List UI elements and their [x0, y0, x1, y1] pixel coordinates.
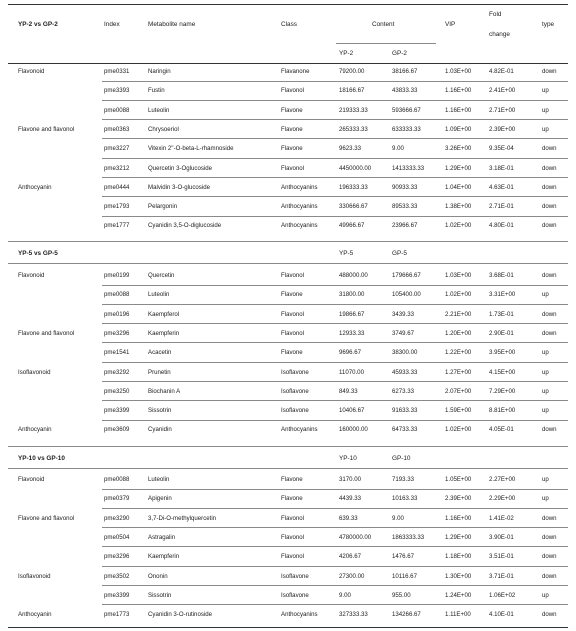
vip-cell: 1.20E+00 — [445, 329, 472, 337]
content-b-cell: 45933.33 — [392, 368, 418, 376]
class-cell: Anthocyanins — [281, 426, 318, 434]
index-cell: pme1541 — [104, 349, 130, 357]
row-divider — [102, 177, 568, 178]
group-label: Anthocyanin — [18, 426, 52, 434]
content-a-cell: 79200.00 — [339, 68, 365, 75]
metabolite-cell: Acacetin — [148, 349, 172, 357]
type-cell: down — [542, 145, 557, 153]
row-divider — [102, 158, 568, 159]
content-b-cell: 43833.33 — [392, 87, 418, 95]
section-title: YP-2 vs GP-2 — [18, 21, 58, 28]
header-vip: VIP — [445, 21, 456, 28]
class-cell: Flavone — [281, 125, 303, 133]
vip-cell: 1.16E+00 — [445, 514, 472, 522]
content-a-cell: 4780000.00 — [339, 533, 372, 541]
type-cell: down — [542, 572, 557, 580]
metabolite-cell: Luteolin — [148, 476, 170, 483]
class-cell: Flavone — [281, 476, 303, 483]
fold-change-cell: 3.18E-01 — [489, 164, 514, 172]
type-cell: up — [542, 349, 549, 357]
index-cell: pme0363 — [104, 125, 130, 133]
vip-cell: 1.16E+00 — [445, 106, 472, 114]
vip-cell: 1.03E+00 — [445, 68, 472, 75]
row-divider — [102, 342, 568, 343]
content-a-cell: 9.00 — [339, 591, 351, 599]
metabolite-cell: Vitexin 2''-O-beta-L-rhamnoside — [148, 145, 234, 153]
content-a-cell: 488000.00 — [339, 272, 368, 279]
header-content: Content — [372, 21, 395, 28]
content-a-cell: 4439.33 — [339, 495, 362, 503]
fold-change-cell: 2.29E+00 — [489, 495, 516, 503]
row-divider — [102, 119, 568, 120]
content-b-cell: 9.00 — [392, 145, 404, 153]
vip-cell: 1.02E+00 — [445, 222, 472, 230]
vip-cell: 1.09E+00 — [445, 125, 472, 133]
vip-cell: 1.03E+00 — [445, 272, 472, 279]
index-cell: pme3292 — [104, 368, 130, 376]
content-a-cell: 49966.67 — [339, 222, 365, 230]
fold-change-cell: 4.80E-01 — [489, 222, 514, 230]
class-cell: Flavonol — [281, 272, 305, 279]
type-cell: down — [542, 514, 557, 522]
class-cell: Flavone — [281, 291, 303, 299]
type-cell: up — [542, 291, 549, 299]
metabolite-cell: Luteolin — [148, 106, 170, 114]
content-a-cell: 265333.33 — [339, 125, 368, 133]
row-divider — [102, 566, 568, 567]
vip-cell: 1.11E+00 — [445, 611, 471, 619]
fold-change-cell: 9.35E-04 — [489, 145, 514, 153]
class-cell: Flavonol — [281, 329, 305, 337]
content-a-cell: 31800.00 — [339, 291, 365, 299]
group-label: Flavonoid — [18, 476, 45, 483]
fold-change-cell: 3.51E-01 — [489, 553, 514, 561]
metabolite-cell: Luteolin — [148, 291, 170, 299]
group-label: Flavone and flavonol — [18, 329, 75, 337]
content-b-cell: 9.00 — [392, 514, 404, 522]
content-b-cell: 3439.33 — [392, 310, 415, 318]
fold-change-cell: 4.05E-01 — [489, 426, 514, 434]
content-a-cell: 10406.67 — [339, 407, 365, 415]
content-a-cell: 18166.67 — [339, 87, 365, 95]
row-divider — [102, 100, 568, 101]
metabolite-cell: Sissotrin — [148, 407, 172, 415]
vip-cell: 1.05E+00 — [445, 476, 472, 483]
type-cell: up — [542, 87, 549, 95]
class-cell: Isoflavone — [281, 572, 309, 580]
fold-change-cell: 3.31E+00 — [489, 291, 516, 299]
metabolite-cell: Kaempferin — [148, 329, 180, 337]
content-b-cell: 90933.33 — [392, 183, 418, 191]
fold-change-cell: 3.90E-01 — [489, 533, 514, 541]
content-a-cell: 11070.00 — [339, 368, 364, 376]
vip-cell: 2.07E+00 — [445, 387, 472, 395]
index-cell: pme3399 — [104, 407, 130, 415]
content-b-cell: 593666.67 — [392, 106, 421, 114]
type-cell: down — [542, 310, 557, 318]
group-label: Flavone and flavonol — [18, 514, 75, 522]
content-b-cell: 633333.33 — [392, 125, 421, 133]
metabolite-cell: Apigenin — [148, 495, 172, 503]
table-bottom-border — [8, 627, 568, 628]
index-cell: pme3502 — [104, 572, 130, 580]
content-a-cell: 19866.67 — [339, 310, 365, 318]
fold-change-cell: 4.82E-01 — [489, 68, 514, 75]
section-title: YP-10 vs GP-10 — [18, 455, 65, 462]
class-cell: Isoflavone — [281, 591, 309, 599]
type-cell: up — [542, 368, 549, 376]
vip-cell: 2.21E+00 — [445, 310, 472, 318]
section-col-b: GP-5 — [392, 250, 407, 257]
content-a-cell: 4450000.00 — [339, 164, 372, 172]
fold-change-cell: 2.90E-01 — [489, 329, 514, 337]
section-col-b: GP-10 — [392, 455, 411, 462]
type-cell: down — [542, 272, 557, 279]
fold-change-cell: 2.39E+00 — [489, 125, 516, 133]
row-divider — [102, 420, 568, 421]
content-a-cell: 639.33 — [339, 514, 358, 522]
index-cell: pme0444 — [104, 183, 130, 191]
content-b-cell: 179666.67 — [392, 272, 421, 279]
fold-change-cell: 3.68E-01 — [489, 272, 514, 279]
metabolite-cell: Cyanidin 3-O-rutinoside — [148, 611, 213, 619]
fold-change-cell: 2.27E+00 — [489, 476, 516, 483]
index-cell: pme0088 — [104, 476, 130, 483]
metabolite-cell: Pelargonin — [148, 203, 178, 211]
index-cell: pme1773 — [104, 611, 130, 619]
section-separator — [8, 446, 568, 447]
index-cell: pme0199 — [104, 272, 130, 279]
class-cell: Flavone — [281, 495, 303, 503]
group-label: Anthocyanin — [18, 611, 52, 619]
content-underline — [336, 43, 436, 44]
metabolite-cell: Sissotrin — [148, 591, 172, 599]
header-metabolite: Metabolite name — [148, 21, 196, 28]
type-cell: down — [542, 426, 557, 434]
header-bottom-border — [8, 63, 568, 64]
metabolite-cell: Prunetin — [148, 368, 171, 376]
fold-change-cell: 4.63E-01 — [489, 183, 514, 191]
fold-change-cell: 2.71E-01 — [489, 203, 514, 211]
content-b-cell: 955.00 — [392, 591, 411, 599]
metabolite-cell: Malvidin 3-O-glucoside — [148, 183, 210, 191]
type-cell: down — [542, 533, 557, 541]
row-divider — [102, 138, 568, 139]
class-cell: Flavone — [281, 349, 303, 357]
type-cell: up — [542, 387, 549, 395]
index-cell: pme0196 — [104, 310, 130, 318]
content-b-cell: 1413333.33 — [392, 164, 425, 172]
section-header-border — [8, 468, 568, 469]
vip-cell: 3.26E+00 — [445, 145, 472, 153]
content-b-cell: 23966.67 — [392, 222, 418, 230]
group-label: Anthocyanin — [18, 183, 52, 191]
vip-cell: 1.29E+00 — [445, 533, 472, 541]
row-divider — [102, 285, 568, 286]
group-label: Isoflavonoid — [18, 572, 51, 580]
section-separator — [8, 241, 568, 242]
metabolite-cell: Cyanidin 3,5-O-diglucoside — [148, 222, 222, 230]
metabolite-cell: 3,7-Di-O-methylquercetin — [148, 514, 217, 522]
fold-change-cell: 4.10E-01 — [489, 611, 514, 619]
class-cell: Flavonol — [281, 310, 305, 318]
header-fold-change: change — [489, 31, 510, 38]
metabolite-cell: Kaempferol — [148, 310, 180, 318]
row-divider — [102, 81, 568, 82]
fold-change-cell: 3.95E+00 — [489, 349, 516, 357]
class-cell: Flavonol — [281, 514, 305, 522]
type-cell: up — [542, 591, 549, 599]
header-sub-b: GP-2 — [392, 50, 407, 57]
vip-cell: 1.04E+00 — [445, 183, 472, 191]
type-cell: down — [542, 164, 557, 172]
header-sub-a: YP-2 — [339, 50, 354, 57]
content-b-cell: 89533.33 — [392, 203, 418, 211]
vip-cell: 1.02E+00 — [445, 426, 472, 434]
metabolite-cell: Quercetin 3-Oglucoside — [148, 164, 213, 172]
vip-cell: 1.30E+00 — [445, 572, 472, 580]
index-cell: pme3296 — [104, 553, 130, 561]
group-label: Isoflavonoid — [18, 368, 51, 376]
index-cell: pme0088 — [104, 291, 130, 299]
content-a-cell: 9696.67 — [339, 349, 362, 357]
content-b-cell: 1476.67 — [392, 553, 415, 561]
type-cell: down — [542, 68, 557, 75]
header-type: type — [542, 21, 555, 28]
index-cell: pme0331 — [104, 68, 130, 75]
fold-change-cell: 1.41E-02 — [489, 514, 514, 522]
group-label: Flavonoid — [18, 68, 45, 75]
index-cell: pme3296 — [104, 329, 130, 337]
content-b-cell: 7193.33 — [392, 476, 415, 483]
content-a-cell: 3170.00 — [339, 476, 362, 483]
row-divider — [102, 400, 568, 401]
index-cell: pme3609 — [104, 426, 130, 434]
class-cell: Flavonol — [281, 553, 305, 561]
index-cell: pme3227 — [104, 145, 130, 153]
class-cell: Anthocyanins — [281, 183, 318, 191]
fold-change-cell: 3.71E-01 — [489, 572, 514, 580]
row-divider — [102, 604, 568, 605]
content-a-cell: 160000.00 — [339, 426, 368, 434]
row-divider — [102, 546, 568, 547]
type-cell: down — [542, 611, 557, 619]
class-cell: Flavonol — [281, 87, 305, 95]
type-cell: up — [542, 407, 549, 415]
metabolite-cell: Ononin — [148, 572, 168, 580]
type-cell: down — [542, 553, 557, 561]
content-b-cell: 38300.00 — [392, 349, 418, 357]
metabolite-cell: Biochanin A — [148, 387, 181, 395]
fold-change-cell: 7.29E+00 — [489, 387, 516, 395]
section-header-border — [8, 263, 568, 264]
section-title: YP-5 vs GP-5 — [18, 250, 58, 257]
vip-cell: 1.02E+00 — [445, 291, 472, 299]
type-cell: down — [542, 183, 557, 191]
class-cell: Flavonol — [281, 533, 305, 541]
vip-cell: 1.22E+00 — [445, 349, 472, 357]
header-index: Index — [104, 21, 120, 28]
index-cell: pme0088 — [104, 106, 130, 114]
class-cell: Isoflavone — [281, 368, 309, 376]
vip-cell: 1.18E+00 — [445, 553, 472, 561]
type-cell: up — [542, 125, 549, 133]
index-cell: pme1777 — [104, 222, 130, 230]
row-divider — [102, 508, 568, 509]
row-divider — [102, 585, 568, 586]
section-col-a: YP-5 — [339, 250, 354, 257]
content-b-cell: 3749.67 — [392, 329, 415, 337]
type-cell: down — [542, 222, 557, 230]
content-b-cell: 6273.33 — [392, 387, 415, 395]
metabolite-cell: Chrysoeriol — [148, 125, 179, 133]
row-divider — [102, 381, 568, 382]
content-a-cell: 12933.33 — [339, 329, 365, 337]
type-cell: up — [542, 106, 549, 114]
content-a-cell: 27300.00 — [339, 572, 365, 580]
type-cell: up — [542, 495, 549, 503]
table-top-border — [8, 4, 568, 5]
class-cell: Flavanone — [281, 68, 310, 75]
type-cell: up — [542, 476, 549, 483]
vip-cell: 1.38E+00 — [445, 203, 472, 211]
content-a-cell: 196333.33 — [339, 183, 368, 191]
row-divider — [102, 489, 568, 490]
vip-cell: 1.29E+00 — [445, 164, 472, 172]
vip-cell: 1.16E+00 — [445, 87, 472, 95]
index-cell: pme3393 — [104, 87, 130, 95]
class-cell: Anthocyanins — [281, 222, 318, 230]
vip-cell: 1.27E+00 — [445, 368, 472, 376]
index-cell: pme0379 — [104, 495, 130, 503]
class-cell: Isoflavone — [281, 407, 309, 415]
class-cell: Anthocyanins — [281, 203, 318, 211]
fold-change-cell: 2.41E+00 — [489, 87, 516, 95]
class-cell: Flavone — [281, 145, 303, 153]
index-cell: pme3250 — [104, 387, 130, 395]
fold-change-cell: 1.73E-01 — [489, 310, 514, 318]
content-a-cell: 327333.33 — [339, 611, 368, 619]
content-b-cell: 134266.67 — [392, 611, 421, 619]
index-cell: pme3212 — [104, 164, 130, 172]
metabolite-cell: Fustin — [148, 87, 165, 95]
group-label: Flavone and flavonol — [18, 125, 75, 133]
content-b-cell: 38166.67 — [392, 68, 418, 75]
content-a-cell: 9623.33 — [339, 145, 362, 153]
fold-change-cell: 4.15E+00 — [489, 368, 516, 376]
class-cell: Flavonol — [281, 164, 305, 172]
content-b-cell: 10163.33 — [392, 495, 418, 503]
index-cell: pme1793 — [104, 203, 130, 211]
content-a-cell: 330666.67 — [339, 203, 368, 211]
vip-cell: 1.59E+00 — [445, 407, 472, 415]
type-cell: down — [542, 203, 557, 211]
row-divider — [102, 216, 568, 217]
class-cell: Isoflavone — [281, 387, 309, 395]
header-class: Class — [281, 21, 297, 28]
index-cell: pme3399 — [104, 591, 130, 599]
row-divider — [102, 196, 568, 197]
metabolite-cell: Cyanidin — [148, 426, 172, 434]
fold-change-cell: 1.06E+02 — [489, 591, 516, 599]
content-b-cell: 105400.00 — [392, 291, 421, 299]
metabolite-cell: Kaempferin — [148, 553, 180, 561]
vip-cell: 1.24E+00 — [445, 591, 472, 599]
class-cell: Anthocyanins — [281, 611, 318, 619]
row-divider — [102, 304, 568, 305]
metabolite-cell: Astragalin — [148, 533, 176, 541]
content-a-cell: 849.33 — [339, 387, 358, 395]
row-divider — [102, 323, 568, 324]
content-b-cell: 64733.33 — [392, 426, 418, 434]
row-divider — [102, 362, 568, 363]
metabolite-cell: Quercetin — [148, 272, 175, 279]
section-col-a: YP-10 — [339, 455, 357, 462]
content-b-cell: 1863333.33 — [392, 533, 425, 541]
content-b-cell: 91633.33 — [392, 407, 418, 415]
index-cell: pme3290 — [104, 514, 130, 522]
content-a-cell: 4206.67 — [339, 553, 362, 561]
fold-change-cell: 2.71E+00 — [489, 106, 516, 114]
group-label: Flavonoid — [18, 272, 45, 279]
index-cell: pme0504 — [104, 533, 130, 541]
fold-change-cell: 8.81E+00 — [489, 407, 516, 415]
vip-cell: 2.39E+00 — [445, 495, 472, 503]
row-divider — [102, 527, 568, 528]
metabolite-cell: Naringin — [148, 68, 171, 75]
header-fold: Fold — [489, 11, 502, 18]
content-a-cell: 219333.33 — [339, 106, 368, 114]
content-b-cell: 10116.67 — [392, 572, 417, 580]
type-cell: down — [542, 329, 557, 337]
class-cell: Flavone — [281, 106, 303, 114]
